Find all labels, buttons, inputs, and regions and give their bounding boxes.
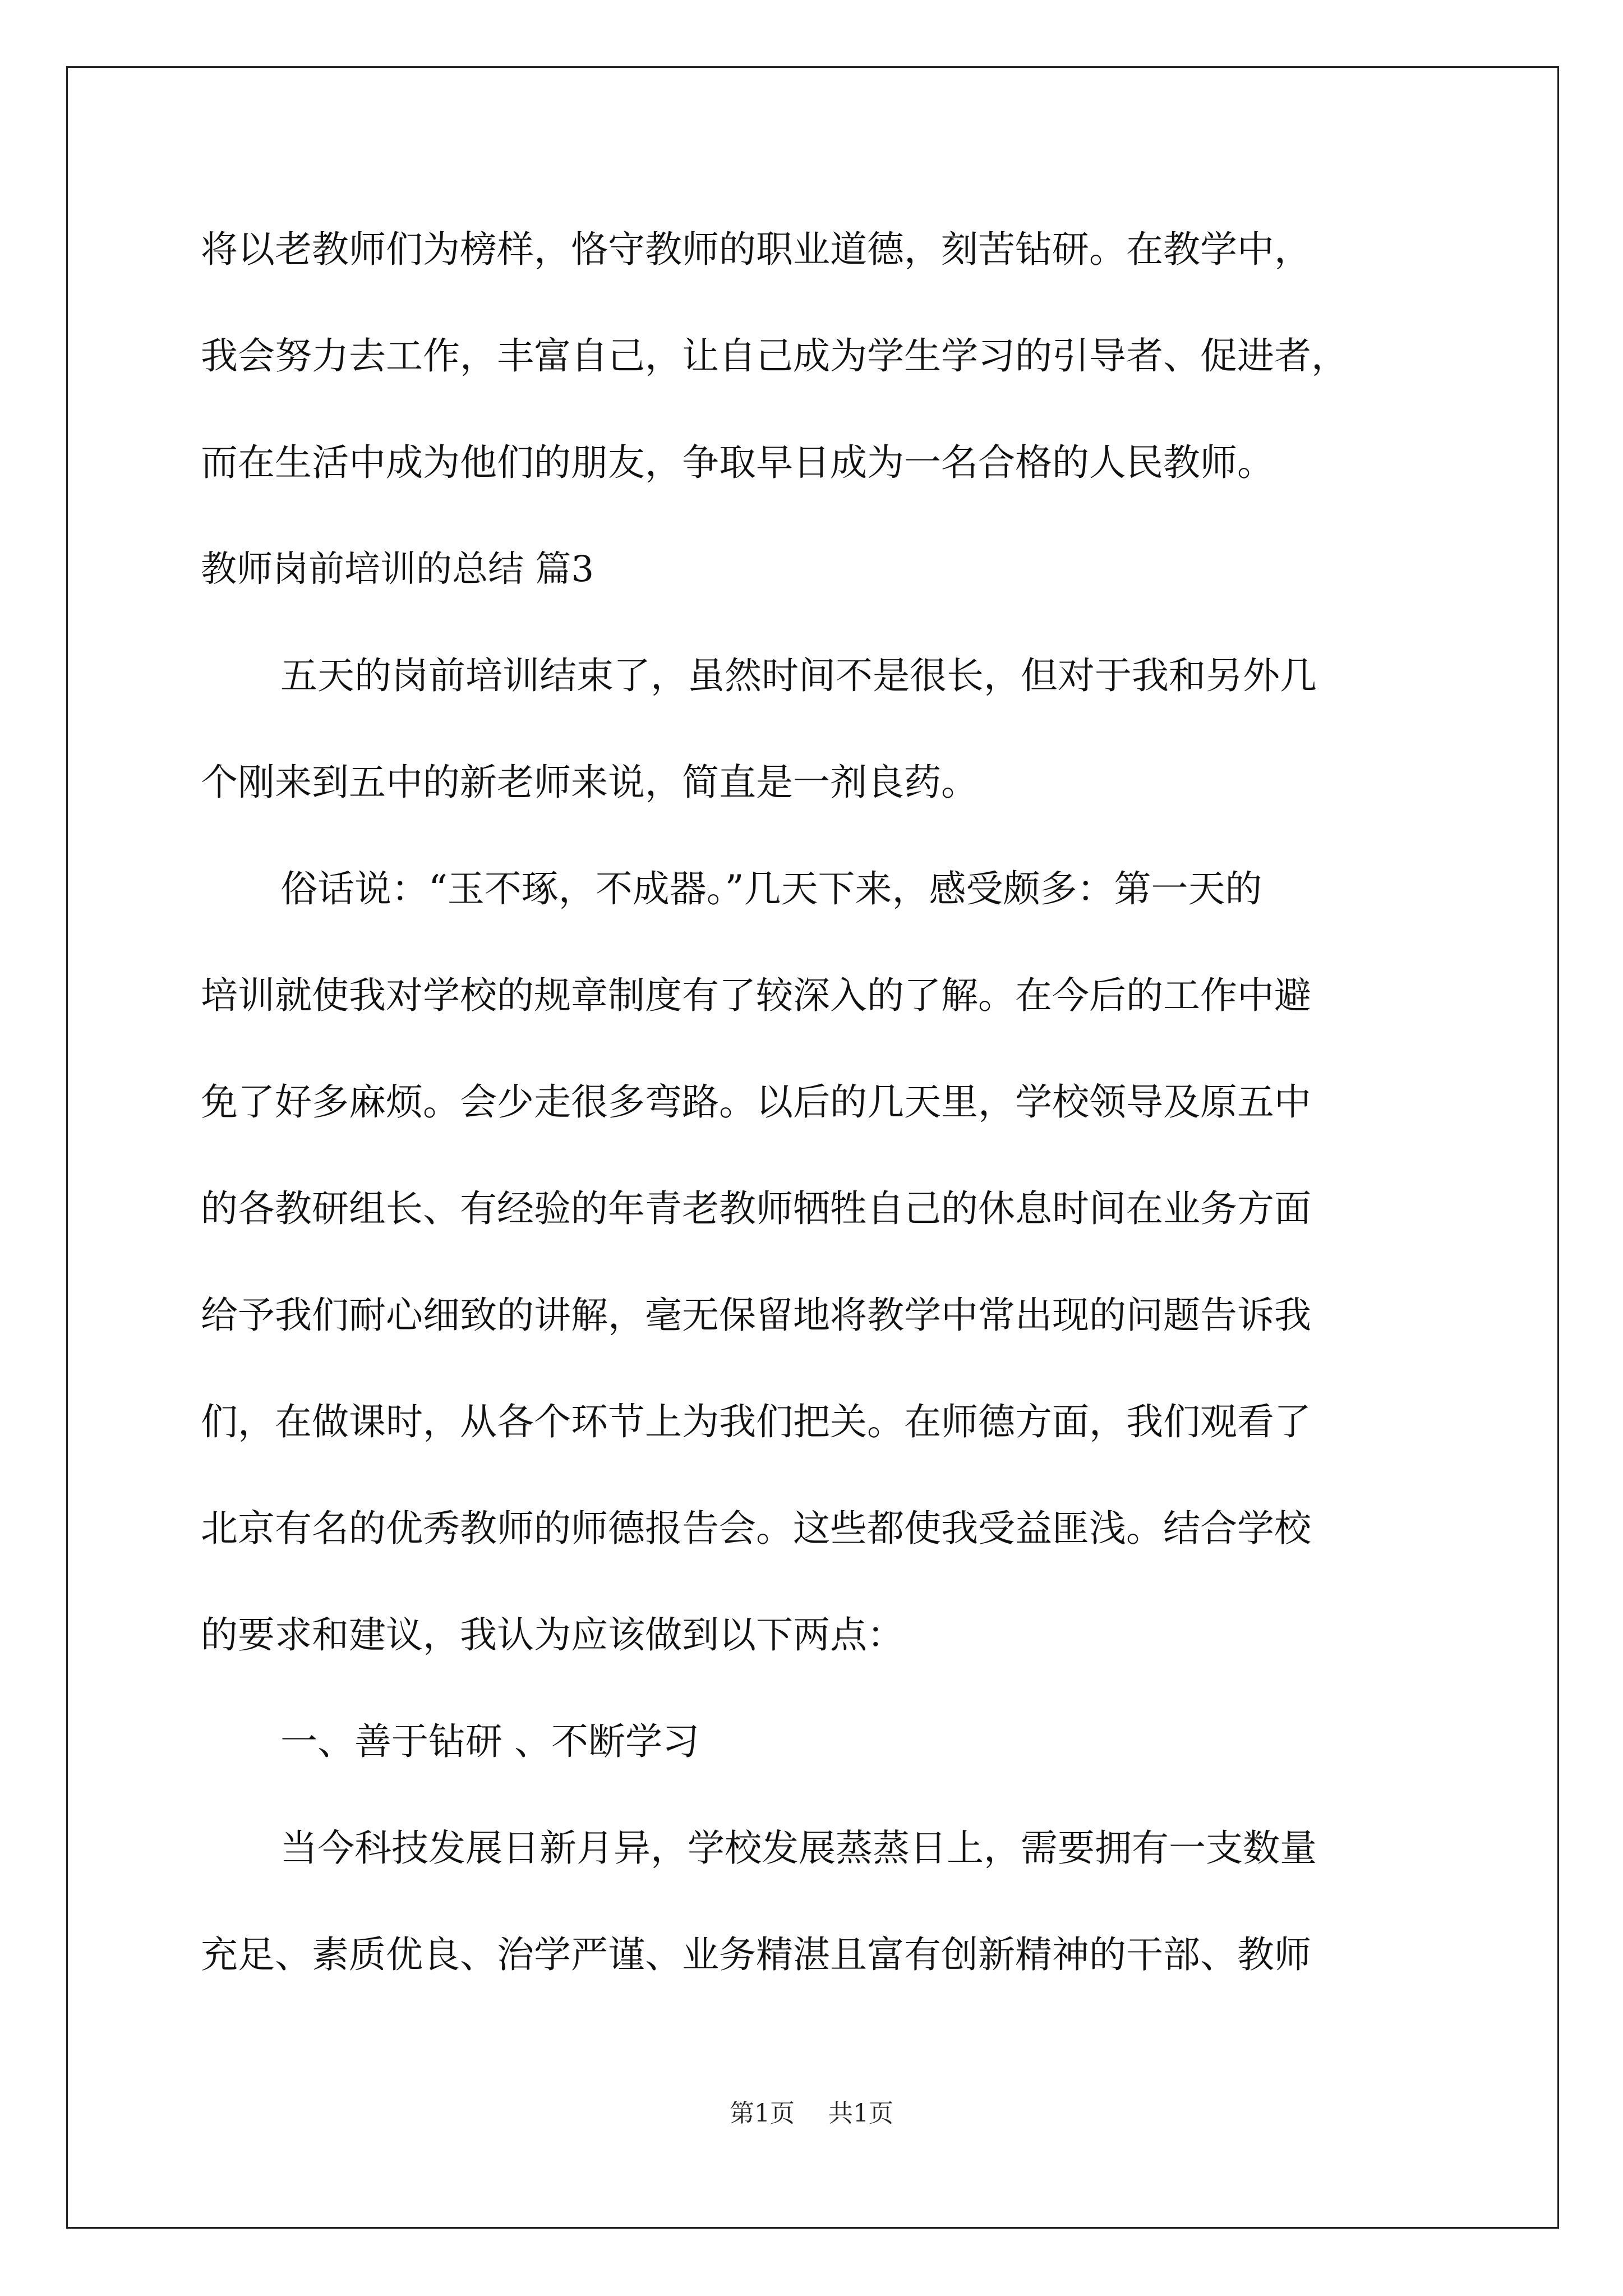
body-line-1: 将以老教师们为榜样，恪守教师的职业道德，刻苦钻研。在教学中， <box>201 228 1311 271</box>
subheading-1: 一、善于钻研 、不断学习 <box>280 1720 699 1763</box>
paragraph-2-line-3: 免了好多麻烦。会少走很多弯路。以后的几天里，学校领导及原五中 <box>201 1080 1311 1124</box>
section-heading: 教师岗前培训的总结 篇3 <box>201 549 594 590</box>
paragraph-2-line-8: 的要求和建议，我认为应该做到以下两点： <box>201 1613 904 1657</box>
paragraph-2-line-6: 们，在做课时，从各个环节上为我们把关。在师德方面，我们观看了 <box>201 1400 1311 1443</box>
paragraph-2-line-4: 的各教研组长、有经验的年青老教师牺牲自己的休息时间在业务方面 <box>201 1187 1311 1230</box>
body-line-3: 而在生活中成为他们的朋友，争取早日成为一名合格的人民教师。 <box>201 441 1274 484</box>
paragraph-1-line-2: 个刚来到五中的新老师来说，简直是一剂良药。 <box>201 761 978 804</box>
page-total: 共1页 <box>828 2099 893 2128</box>
paragraph-2-line-7: 北京有名的优秀教师的师德报告会。这些都使我受益匪浅。结合学校 <box>201 1507 1311 1550</box>
paragraph-2-line-1: 俗话说：“玉不琢，不成器。”几天下来，感受颇多：第一天的 <box>280 867 1262 910</box>
paragraph-2-line-5: 给予我们耐心细致的讲解，毫无保留地将教学中常出现的问题告诉我 <box>201 1294 1311 1337</box>
paragraph-1-line-1: 五天的岗前培训结束了，虽然时间不是很长，但对于我和另外几 <box>280 654 1317 697</box>
paragraph-3-line-1: 当今科技发展日新月异，学校发展蒸蒸日上，需要拥有一支数量 <box>280 1826 1317 1870</box>
document-body <box>201 196 1435 2008</box>
paragraph-3-line-2: 充足、素质优良、治学严谨、业务精湛且富有创新精神的干部、教师 <box>201 1933 1311 1976</box>
page-number: 第1页 <box>730 2099 795 2128</box>
body-line-2: 我会努力去工作，丰富自己，让自己成为学生学习的引导者、促进者， <box>201 334 1348 378</box>
paragraph-2-line-2: 培训就使我对学校的规章制度有了较深入的了解。在今后的工作中避 <box>201 974 1311 1017</box>
page-footer <box>0 2097 1623 2131</box>
